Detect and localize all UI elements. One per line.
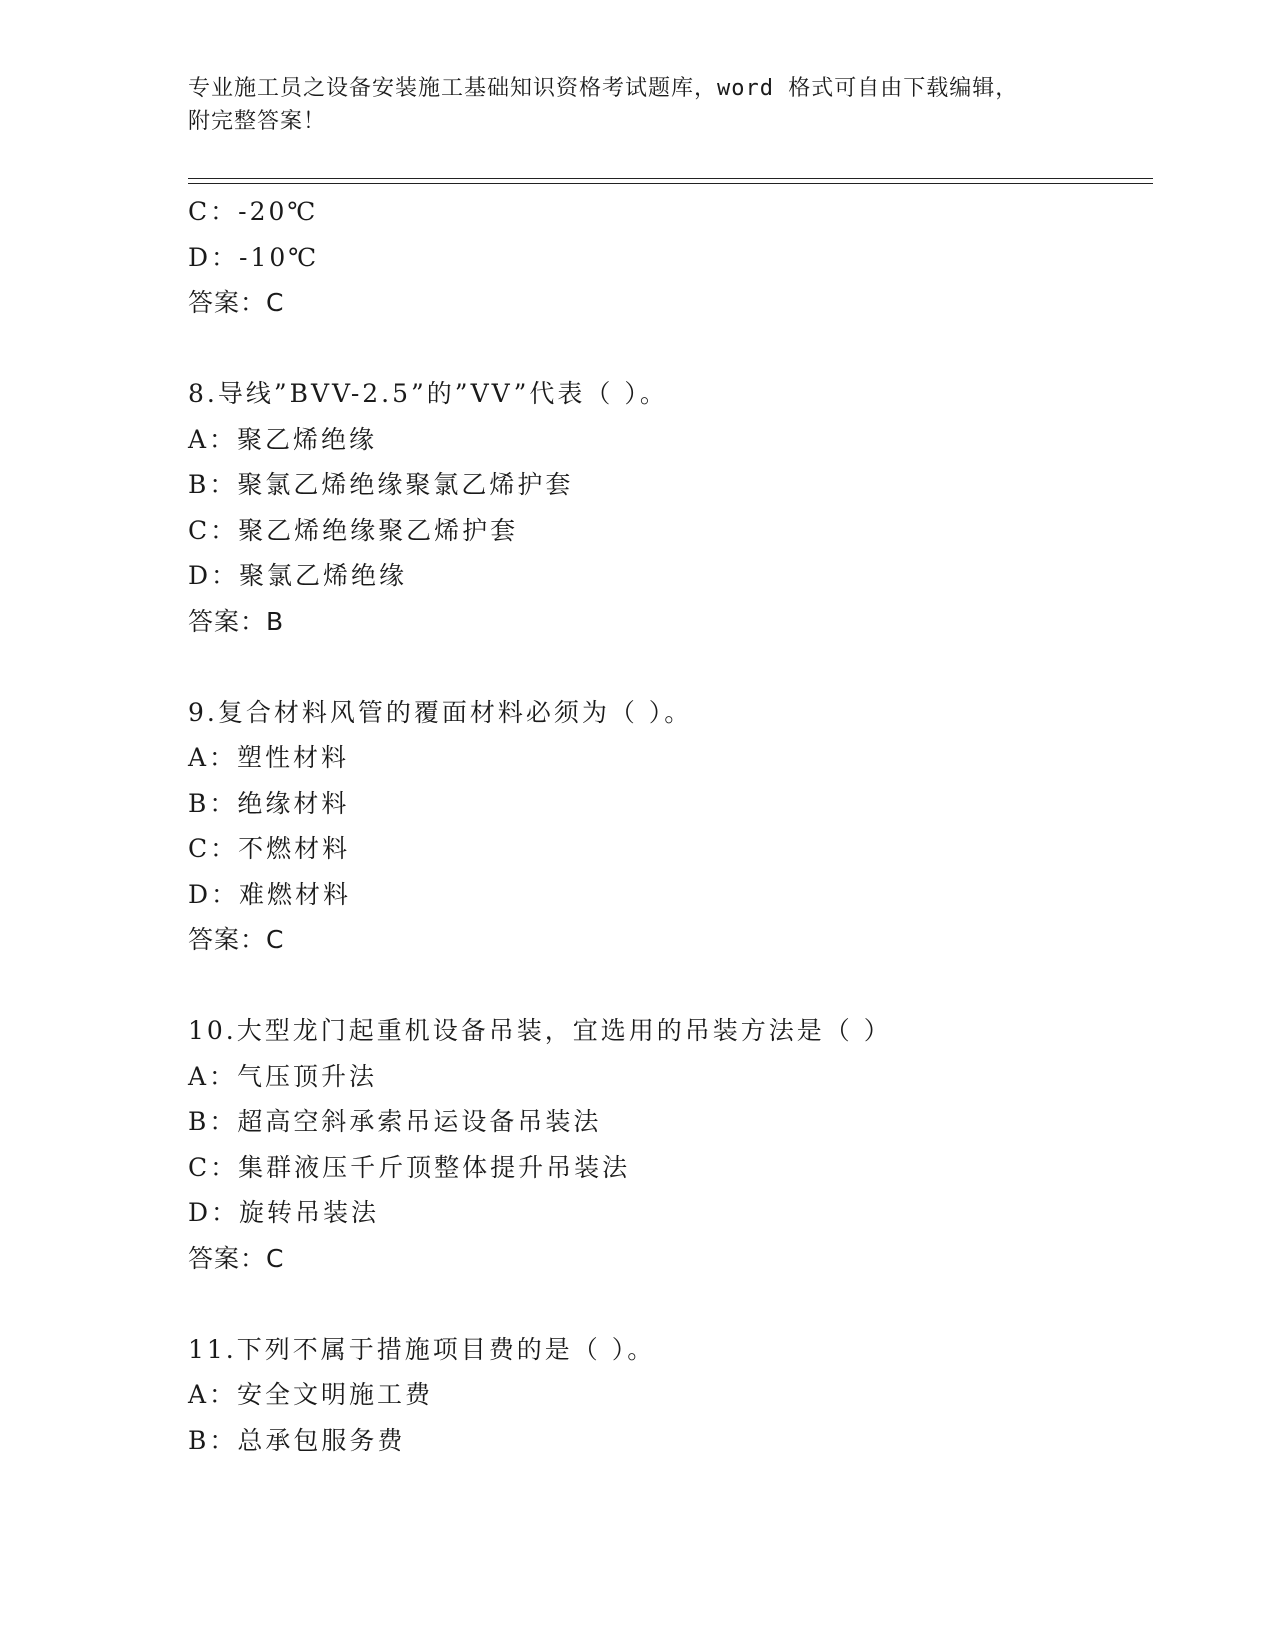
- option-c: C：集群液压千斤顶整体提升吊装法: [188, 1152, 631, 1182]
- header-divider-top: [188, 178, 1153, 179]
- question-block-7: [188, 189, 1148, 326]
- question-text: 11.下列不属于措施项目费的是（ ）。: [188, 1334, 656, 1364]
- option-b: B：超高空斜承索吊运设备吊装法: [188, 1107, 602, 1136]
- header-title-line-1: 专业施工员之设备安装施工基础知识资格考试题库，word 格式可自由下载编辑，: [188, 76, 1019, 101]
- spacer: [188, 644, 1148, 690]
- option-d: D：旋转吊装法: [188, 1198, 380, 1227]
- header-divider-bottom: [188, 183, 1153, 184]
- answer-line: 答案：C: [188, 288, 285, 317]
- answer-line: 答案：B: [188, 606, 285, 636]
- spacer: [188, 963, 1148, 1009]
- option-c: C：-20℃: [188, 197, 319, 226]
- question-block-9: [188, 690, 1148, 963]
- spacer: [188, 326, 1148, 372]
- option-c: C：聚乙烯绝缘聚乙烯护套: [188, 515, 519, 545]
- question-text: 9.复合材料风管的覆面材料必须为（ ）。: [188, 697, 693, 727]
- option-a: A：气压顶升法: [188, 1061, 378, 1091]
- option-a: A：塑性材料: [188, 743, 350, 772]
- option-b: B：绝缘材料: [188, 788, 350, 818]
- option-d: D：-10℃: [188, 242, 320, 272]
- question-text: 8.导线”BVV-2.5”的”VV”代表（ ）。: [188, 379, 668, 408]
- option-a: A：聚乙烯绝缘: [188, 424, 378, 454]
- option-a: A：安全文明施工费: [188, 1380, 434, 1409]
- option-d: D：聚氯乙烯绝缘: [188, 561, 408, 590]
- question-text: 10.大型龙门起重机设备吊装，宜选用的吊装方法是（ ）: [188, 1016, 892, 1045]
- answer-line: 答案：C: [188, 925, 285, 954]
- document-header: [188, 72, 1088, 138]
- answer-line: 答案：C: [188, 1243, 285, 1273]
- option-d: D：难燃材料: [188, 879, 352, 909]
- spacer: [188, 1281, 1148, 1327]
- header-title-line-2: 附完整答案！: [188, 109, 327, 134]
- option-b: B：总承包服务费: [188, 1425, 406, 1455]
- question-block-11: [188, 1327, 1148, 1464]
- option-b: B：聚氯乙烯绝缘聚氯乙烯护套: [188, 470, 574, 499]
- question-block-8: [188, 371, 1148, 644]
- option-c: C：不燃材料: [188, 834, 351, 863]
- question-block-10: [188, 1008, 1148, 1281]
- question-list: [188, 189, 1148, 1463]
